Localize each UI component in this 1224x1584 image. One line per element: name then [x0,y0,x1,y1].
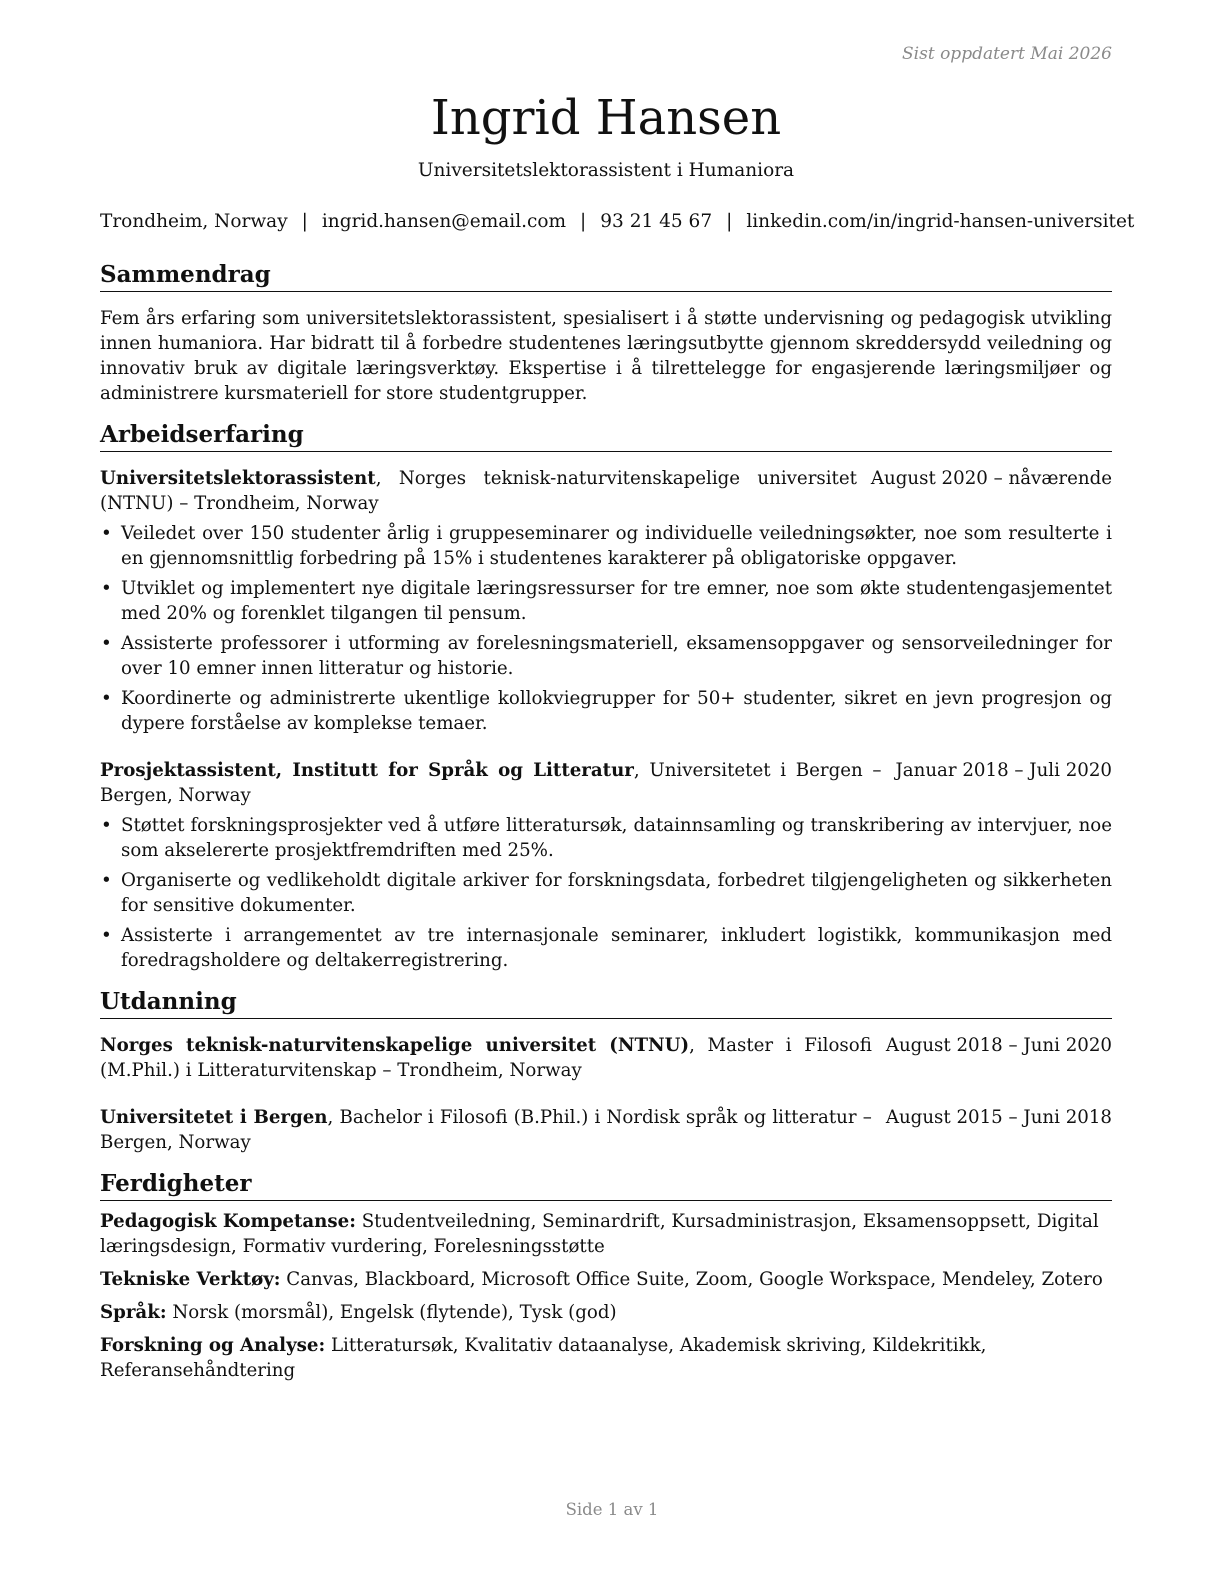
list-item: • Veiledet over 150 studenter årlig i gruppeseminarer og individuelle veiledningsøkter, noe som resulterte i en gjennomsnittlig forbedring på 15% i studentenes karakterer på obligatoriske oppgaver. [100,521,1112,571]
skill-value: Canvas, Blackboard, Microsoft Office Suite, Zoom, Google Workspace, Mendeley, Zotero [280,1269,1103,1290]
list-item: • Assisterte professorer i utforming av forelesningsmateriell, eksamensoppgaver og sensorveiledninger for over 10 emner innen litteratur og historie. [100,631,1112,681]
candidate-title: Universitetslektorassistent i Humaniora [417,160,795,181]
skill-row [100,1267,1112,1292]
page-number: Side 1 av 1 [565,1500,659,1519]
job-bullets [100,813,1112,973]
last-updated: Sist oppdatert Mai 2026 [902,44,1112,64]
job-bullets [100,521,1112,736]
education-degree: , Bachelor i Filosofi (B.Phil.) i Nordisk språk og litteratur – Bergen, Norway [100,1107,872,1153]
education-degree: , Master i Filosofi (M.Phil.) i Litteraturvitenskap – Trondheim, Norway [100,1035,872,1081]
job-employer: , Norges teknisk-naturvitenskapelige universitet (NTNU) – Trondheim, Norway [100,468,857,514]
job-role: Universitetslektorassistent [100,468,376,489]
skill-label: Pedagogisk Kompetanse: [100,1211,356,1232]
job-date: August 2020 – nåværende [870,468,1112,489]
job-date: Januar 2018 – Juli 2020 [895,760,1112,781]
contact-line [100,209,1135,235]
education-school: Universitetet i Bergen [100,1107,328,1128]
section-title-skills: Ferdigheter [100,1169,1112,1201]
section-title-education: Utdanning [100,987,1112,1019]
job-header [100,758,1112,808]
candidate-name: Ingrid Hansen [430,90,782,146]
job-employer: , Universitetet i Bergen – Bergen, Norway [100,760,882,806]
skill-row [100,1209,1112,1259]
skill-value: Litteratursøk, Kvalitativ dataanalyse, Akademisk skriving, Kildekritikk, Referansehåndtering [100,1335,987,1381]
job-header [100,466,1112,516]
list-item: • Støttet forskningsprosjekter ved å utføre litteratursøk, datainnsamling og transkribering av intervjuer, noe som akselererte prosjektfremdriften med 25%. [100,813,1112,863]
skill-label: Tekniske Verktøy: [100,1269,281,1290]
skill-row [100,1300,1112,1325]
list-item: • Assisterte i arrangementet av tre internasjonale seminarer, inkludert logistikk, kommunikasjon med foredragsholdere og deltakerregistrering. [100,923,1112,973]
skill-value: Norsk (morsmål), Engelsk (flytende), Tysk (god) [166,1302,617,1323]
summary-text: Fem års erfaring som universitetslektorassistent, spesialisert i å støtte undervisning og pedagogisk utvikling innen humaniora. Har bidratt til å forbedre studentenes læringsutbytte gjennom skreddersydd veiledning og innovativ bruk av digitale læringsverktøy. Ekspertise i å tilrettelegge for engasjerende læringsmiljøer og administrere kursmateriell for store studentgrupper. [100,308,1112,404]
list-item: • Utviklet og implementert nye digitale læringsressurser for tre emner, noe som økte studentengasjementet med 20% og forenklet tilgangen til pensum. [100,576,1112,626]
education-school: Norges teknisk-naturvitenskapelige universitet (NTNU) [100,1035,690,1056]
contact-separator: | [580,211,587,232]
contact-separator: | [301,211,308,232]
contact-location: Trondheim, Norway [100,211,288,232]
contact-linkedin[interactable]: linkedin.com/in/ingrid-hansen-universitet [746,211,1135,232]
skill-value: Studentveiledning, Seminardrift, Kursadministrasjon, Eksamensoppsett, Digital læringsdesign, Formativ vurdering, Forelesningsstøtte [100,1211,1099,1257]
contact-separator: | [726,211,733,232]
education-header [100,1105,1112,1155]
skill-row [100,1333,1112,1383]
list-item: • Koordinerte og administrerte ukentlige kollokviegrupper for 50+ studenter, sikret en jevn progresjon og dypere forståelse av komplekse temaer. [100,686,1112,736]
education-header [100,1033,1112,1083]
job-role: Prosjektassistent, Institutt for Språk og Litteratur [100,760,634,781]
education-date: August 2018 – Juni 2020 [885,1035,1112,1056]
list-item: • Organiserte og vedlikeholdt digitale arkiver for forskningsdata, forbedret tilgjengeligheten og sikkerheten for sensitive dokumenter. [100,868,1112,918]
contact-phone: 93 21 45 67 [600,211,713,232]
skill-label: Språk: [100,1302,167,1323]
contact-email[interactable]: ingrid.hansen@email.com [321,211,567,232]
skill-label: Forskning og Analyse: [100,1335,326,1356]
education-date: August 2015 – Juni 2018 [885,1107,1112,1128]
section-title-experience: Arbeidserfaring [100,420,1112,452]
section-title-summary: Sammendrag [100,260,1112,292]
